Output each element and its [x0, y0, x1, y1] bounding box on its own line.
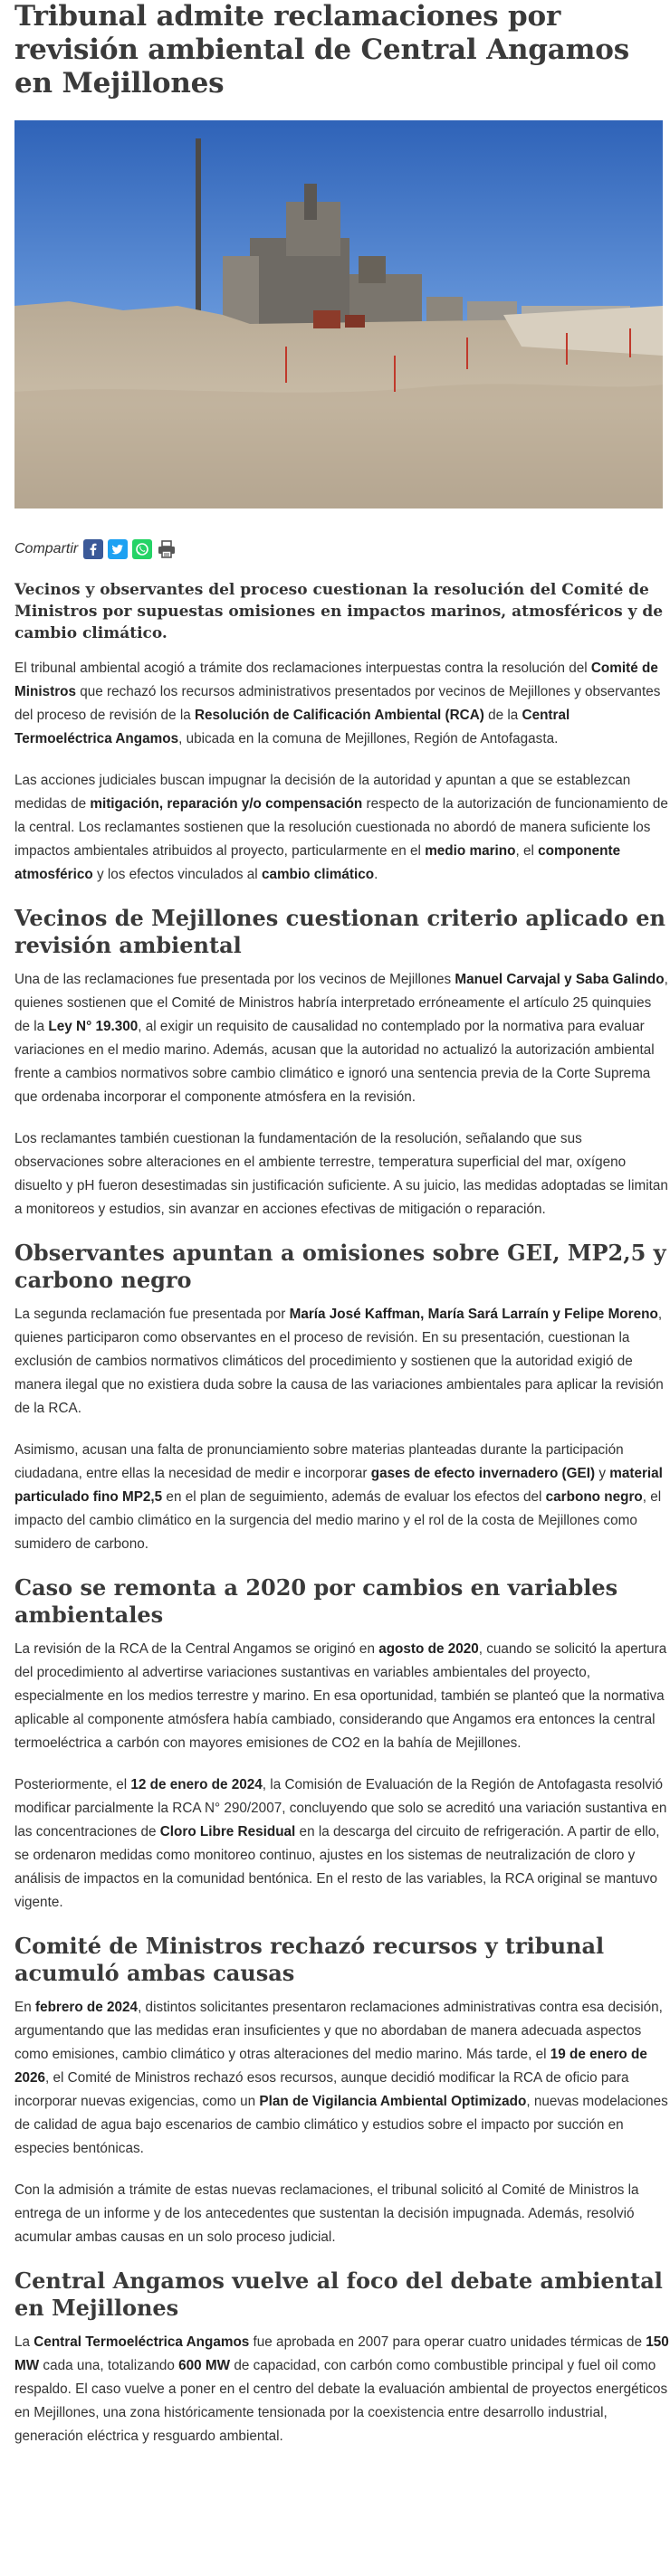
paragraph-10: Con la admisión a trámite de estas nuevas reclamaciones, el tribunal solicitó al Comité de Ministros la entrega de un informe y de los antecedentes que sustentan la decisión impugnada. Además, resolvió acumular ambas causas en un solo proceso judicial. — [14, 2182, 639, 2245]
paragraph-2: Las acciones judiciales buscan impugnar la decisión de la autoridad y apuntan a que se establezcan medidas de mitigación, reparación y/o compensación respecto de la autorización de funcionamiento de la central. Los reclamantes sostienen que la resolución cuestionada no abordó de manera suficiente los impactos ambientales atribuidos al proyecto, particularmente en el medio marino, el componente atmosférico y los efectos vinculados al cambio climático. — [14, 773, 668, 882]
share-bar — [14, 536, 670, 563]
paragraph-11: La Central Termoeléctrica Angamos fue aprobada en 2007 para operar cuatro unidades térmicas de 150 MW cada una, totalizando 600 MW de capacidad, con carbón como combustible principal y fuel oil como respaldo. El caso vuelve a poner en el centro del debate la evaluación ambiental de proyectos energéticos en Mejillones, una zona históricamente tensionada por la coexistencia entre desarrollo industrial, generación eléctrica y resguardo ambiental. — [14, 2334, 669, 2444]
article-title: Tribunal admite reclamaciones por revisión ambiental de Central Angamos en Mejillones — [14, 0, 629, 100]
subheading-observantes: Observantes apuntan a omisiones sobre GEI, MP2,5 y carbono negro — [14, 1240, 666, 1293]
paragraph-4: Los reclamantes también cuestionan la fundamentación de la resolución, señalando que sus observaciones sobre alteraciones en el ambiente terrestre, temperatura superficial del mar, oxígeno disuelto y pH fueron desestimadas sin justificación suficiente. A su juicio, las medidas adoptadas se limitan a monitoreos y estudios, sin avanzar en acciones efectivas de mitigación o reparación. — [14, 1131, 668, 1217]
paragraph-7: La revisión de la RCA de la Central Angamos se originó en agosto de 2020, cuando se solicitó la apertura del procedimiento al advertirse variaciones sustantivas en variables ambientales del proyecto, especialmente en los medios terrestre y marino. En esa oportunidad, también se planteó que la normativa aplicable al componente atmósfera había cambiado, considerando que Angamos era entonces la central termoeléctrica a carbón con mayores emisiones de CO2 en la bahía de Mejillones. — [14, 1641, 667, 1751]
whatsapp-icon[interactable] — [132, 539, 152, 559]
print-icon[interactable] — [157, 539, 177, 559]
paragraph-9: En febrero de 2024, distintos solicitantes presentaron reclamaciones administrativas contra esa decisión, argumentando que las medidas eran insuficientes y que no abordaban de manera adecuada aspectos como emisiones, cambio climático y otras alteraciones del medio marino. Más tarde, el 19 de enero de 2026, el Comité de Ministros rechazó esos recursos, aunque decidió modificar la RCA de oficio para incorporar nuevas exigencias, como un Plan de Vigilancia Ambiental Optimizado, nuevas modelaciones de calidad de agua bajo escenarios de cambio climático y estudios sobre el impacto por succión en especies bentónicas. — [14, 2000, 668, 2156]
article-lead: Vecinos y observantes del proceso cuestionan la resolución del Comité de Ministros por supuestas omisiones en impactos marinos, atmosféricos y de cambio climático. — [14, 581, 664, 642]
share-label: Compartir — [14, 541, 79, 556]
article-photo — [14, 120, 663, 509]
paragraph-1: El tribunal ambiental acogió a trámite dos reclamaciones interpuestas contra la resolución del Comité de Ministros que rechazó los recursos administrativos presentados por vecinos de Mejillones y observantes del proceso de revisión de la Resolución de Calificación Ambiental (RCA) de la Central Termoeléctrica Angamos, ubicada en la comuna de Mejillones, Región de Antofagasta. — [14, 661, 661, 746]
paragraph-8: Posteriormente, el 12 de enero de 2024, la Comisión de Evaluación de la Región de Antofagasta resolvió modificar parcialmente la RCA N° 290/2007, concluyendo que solo se acreditó una variación sustantiva en las concentraciones de Cloro Libre Residual en la descarga del circuito de refrigeración. A partir de ello, se ordenaron medidas como monitoreo continuo, ajustes en los sistemas de neutralización de cloro y análisis de impactos en la comunidad bentónica. En el resto de las variables, la RCA original se mantuvo vigente. — [14, 1777, 667, 1910]
twitter-icon[interactable] — [108, 539, 128, 559]
subheading-vecinos: Vecinos de Mejillones cuestionan criterio aplicado en revisión ambiental — [14, 905, 665, 958]
article — [14, 0, 670, 2448]
paragraph-5: La segunda reclamación fue presentada por María José Kaffman, María Sará Larraín y Felipe Moreno, quienes participaron como observantes en el proceso de revisión. En su presentación, cuestionan la exclusión de cambios normativos climáticos del procedimiento y sostienen que la autoridad exigió de manera ilegal que no existiera duda sobre la causa de las variaciones ambientales para aplicar la revisión de la RCA. — [14, 1307, 664, 1416]
subheading-caso-2020: Caso se remonta a 2020 por cambios en variables ambientales — [14, 1574, 618, 1628]
paragraph-3: Una de las reclamaciones fue presentada por los vecinos de Mejillones Manuel Carvajal y Saba Galindo, quienes sostienen que el Comité de Ministros habría interpretado erróneamente el artículo 25 quinquies de la Ley N° 19.300, al exigir un requisito de causalidad no contemplado por la normativa para evaluar variaciones en el medio marino. Además, acusan que la autoridad no actualizó la autorización ambiental frente a cambios normativos sobre cambio climático e ignoró una sentencia previa de la Corte Suprema que ordenaba incorporar el componente atmósfera en la revisión. — [14, 972, 668, 1105]
subheading-comite: Comité de Ministros rechazó recursos y tribunal acumuló ambas causas — [14, 1933, 605, 1986]
subheading-central-angamos: Central Angamos vuelve al foco del debate ambiental en Mejillones — [14, 2267, 663, 2321]
facebook-icon[interactable] — [83, 539, 103, 559]
paragraph-6: Asimismo, acusan una falta de pronunciamiento sobre materias planteadas durante la participación ciudadana, entre ellas la necesidad de medir e incorporar gases de efecto invernadero (GEI) y material particulado fino MP2,5 en el plan de seguimiento, además de evaluar los efectos del carbono negro, el impacto del cambio climático en la surgencia del medio marino y el rol de la costa de Mejillones como sumidero de carbono. — [14, 1442, 663, 1552]
